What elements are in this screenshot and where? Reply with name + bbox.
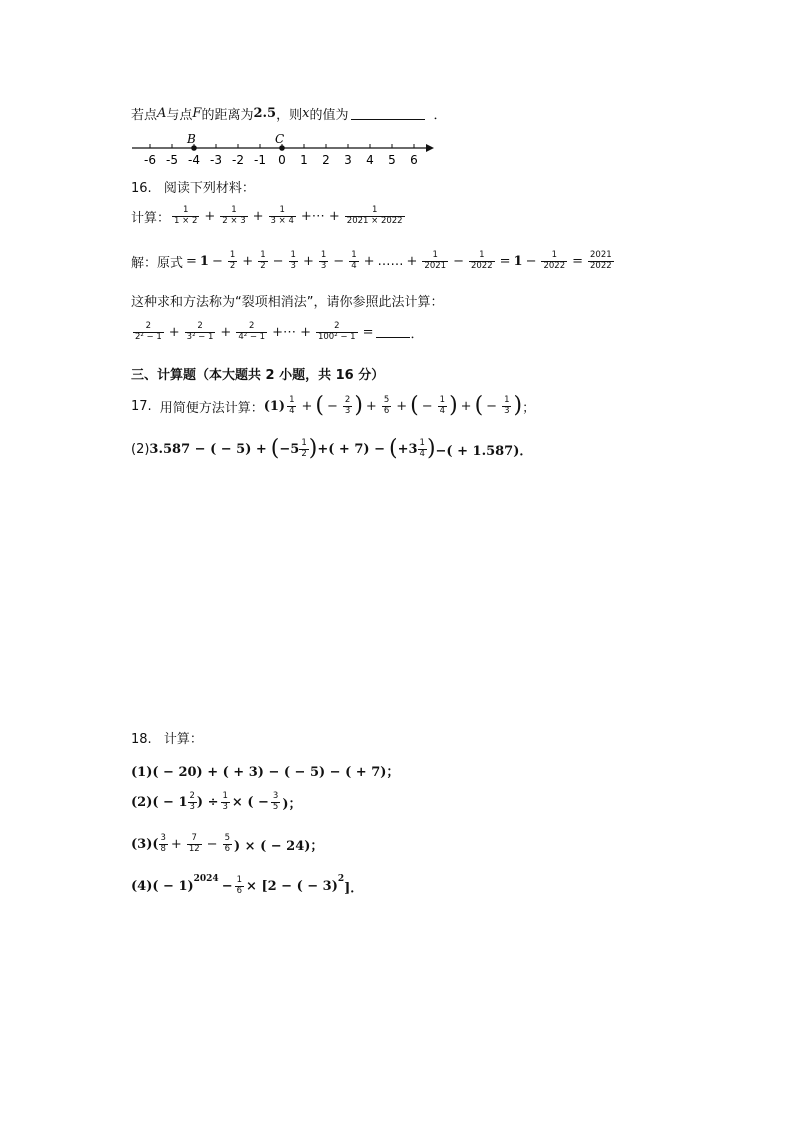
text: ，则	[276, 108, 303, 123]
frac: $\frac{1}{3}$	[290, 250, 296, 271]
text: ．	[410, 326, 424, 342]
expr: × ( −	[231, 794, 269, 810]
expr: +( + 7) −	[317, 441, 385, 457]
tick-label: -3	[210, 153, 222, 167]
expr: (1)( − 20) + ( + 3) − ( − 5) − ( + 7)；	[131, 765, 400, 780]
expr: × [2 − ( − 3)	[246, 878, 338, 894]
tick-label: 4	[366, 153, 374, 167]
calc-label: 计算：	[131, 210, 171, 226]
q18-title	[131, 728, 203, 747]
part-label: (2)	[131, 441, 150, 457]
frac: $\frac{3}{5}$	[272, 791, 279, 812]
frac: $\frac{2}{\text{3² − 1}}$	[186, 321, 214, 342]
exponent: 2024	[193, 874, 219, 885]
frac: $\frac{5}{6}$	[383, 394, 390, 416]
frac: $\frac{1}{2022}$	[470, 250, 493, 271]
frac: $\frac{7}{12}$	[188, 833, 200, 854]
frac: $\frac{1}{4}$	[289, 394, 295, 416]
frac: $\frac{1}{2}$	[260, 250, 266, 271]
point-c-label: C	[275, 132, 285, 146]
frac: $\frac{1}{2021 \times 2022}$	[346, 205, 403, 226]
frac: $\frac{1}{2022}$	[543, 250, 566, 271]
num: 1	[199, 253, 209, 269]
frac: $\frac{2}{3}$	[344, 394, 351, 416]
question-number: 16.	[131, 181, 152, 196]
frac: $\frac{1}{4}$	[351, 250, 357, 271]
tick-label: 3	[344, 153, 352, 167]
frac: $\frac{1}{2021}$	[424, 250, 447, 271]
frac: $\frac{2}{3}$	[189, 791, 195, 812]
frac: $\frac{1}{4}$	[439, 394, 446, 416]
expr: (3)(	[131, 836, 159, 852]
var-x: x	[302, 106, 310, 121]
num: 1	[513, 253, 523, 269]
tick-label: 2	[322, 153, 330, 167]
q18-part4	[131, 876, 363, 897]
frac: $\frac{1}{2}$	[301, 437, 307, 459]
expr: −( + 1.587)．	[435, 443, 533, 459]
tick-label: -2	[232, 153, 244, 167]
expr: (4)( − 1)	[131, 878, 194, 894]
tick-label: 5	[388, 153, 396, 167]
text: 若点	[131, 108, 158, 123]
whole: +3	[397, 441, 418, 457]
answer-blank[interactable]	[351, 107, 425, 120]
frac: $\frac{1}{2 \times 3}$	[222, 205, 246, 226]
frac: $\frac{1}{1 \times 2}$	[174, 205, 198, 226]
q18-part1	[131, 761, 399, 780]
frac: $\frac{1}{3 \times 4}$	[270, 205, 294, 226]
question-text: 阅读下列材料：	[163, 181, 255, 196]
frac: $\frac{2}{\text{100² − 1}}$	[317, 321, 356, 342]
text: ．	[433, 108, 447, 123]
frac: $\frac{1}{3}$	[504, 394, 510, 416]
expr: (2)( − 1	[131, 794, 188, 810]
expr: )；	[282, 796, 302, 812]
q18-part2	[131, 792, 302, 813]
tick-label: 6	[410, 153, 418, 167]
exponent: 2	[337, 874, 345, 885]
answer-blank[interactable]	[376, 327, 410, 338]
expr: ]．	[344, 880, 364, 896]
tick-label: 1	[300, 153, 308, 167]
question-text: 计算：	[163, 732, 203, 747]
tick-label: -1	[254, 153, 266, 167]
point-b-label: B	[187, 132, 196, 146]
tick-label: -4	[188, 153, 200, 167]
whole: −5	[279, 441, 300, 457]
frac: $\frac{3}{8}$	[160, 833, 166, 854]
question-number: 17.	[131, 398, 152, 414]
frac: $\frac{1}{3}$	[320, 250, 327, 271]
q16-task: $\frac{2}{\text{2² − 1}}$ + $\frac{2}{\text{3² − 1}}$ + $\frac{2}{\text{4² − 1}}$ +⋯ + $\frac{2}{\text{100² − 1}}$ = ．	[135, 321, 424, 342]
solution-label: 解：原式	[131, 255, 184, 271]
q18-part3: (3)( $\frac{3}{8}$ + $\frac{7}{12}$ − $\frac{5}{6}$ ) × ( − 24)；	[131, 833, 324, 854]
text: 与点	[166, 108, 193, 123]
q16-title	[131, 177, 255, 196]
expr: −	[221, 878, 233, 894]
tick-label: -5	[166, 153, 178, 167]
frac: $\frac{1}{2}$	[229, 250, 236, 271]
tick-label: 0	[278, 153, 286, 167]
frac: $\frac{1}{6}$	[236, 875, 243, 896]
number-line	[128, 128, 438, 170]
expr: ) × ( − 24)；	[233, 838, 324, 854]
frac: $\frac{2}{\text{2² − 1}}$	[135, 321, 162, 342]
value: 2.5	[253, 106, 277, 121]
frac: $\frac{1}{4}$	[419, 437, 425, 459]
q16-solution: 解：原式 = 1 − $\frac{1}{2}$ + $\frac{1}{2}$ − $\frac{1}{3}$ + $\frac{1}{3}$ − $\frac{1}{4}$ + …… + $\frac{1}{2021}$ − $\frac{1}{2022}$ = 1 − $\frac{1}{2022}$ = $\frac{2021}{2022}$	[131, 250, 612, 271]
frac: $\frac{5}{6}$	[224, 833, 230, 854]
q17-line2: (2) 3.587 − ( − 5) + ( −5 $\frac{1}{2}$ ) +( + 7) − ( +3 $\frac{1}{4}$ ) −( + 1.587)．	[131, 436, 533, 461]
part-label: (1)	[263, 398, 286, 414]
frac: $\frac{2021}{2022}$	[590, 250, 612, 271]
ellipsis: ……	[377, 253, 404, 269]
section-title: 三、计算题（本大题共 2 小题，共 16 分）	[131, 368, 385, 383]
q15-text	[131, 104, 446, 123]
ellipsis: +⋯ +	[272, 324, 311, 340]
point-b-dot	[191, 145, 197, 151]
q16-calc: 计算： $\frac{1}{1 \times 2}$ + $\frac{1}{2 \times 3}$ + $\frac{1}{3 \times 4}$ +⋯ + $\frac{1}{2021 \times 2022}$	[131, 205, 403, 226]
point-c-dot	[279, 145, 285, 151]
var-a: A	[157, 106, 167, 121]
frac: $\frac{1}{3}$	[222, 791, 228, 812]
question-text: 用简便方法计算：	[159, 400, 264, 416]
expr: ) ÷	[196, 794, 219, 810]
expr: 3.587 − ( − 5) +	[149, 441, 267, 457]
text: 的距离为	[201, 108, 254, 123]
tick-label: -6	[144, 153, 156, 167]
text: ；	[522, 400, 536, 416]
var-f: F	[192, 106, 202, 121]
frac: $\frac{2}{\text{4² − 1}}$	[238, 321, 266, 342]
q17-line1: 17. 用简便方法计算： (1) $\frac{1}{4}$ + ( − $\frac{2}{3}$ ) + $\frac{5}{6}$ + ( − $\frac{1}{4}$ ) + ( − $\frac{1}{3}$ ) ；	[131, 393, 536, 418]
text: 的值为	[309, 108, 349, 123]
q16-method-text: 这种求和方法称为“裂项相消法”，请你参照此法计算：	[131, 295, 444, 310]
ellipsis: +⋯ +	[300, 208, 340, 224]
question-number: 18.	[131, 732, 152, 747]
